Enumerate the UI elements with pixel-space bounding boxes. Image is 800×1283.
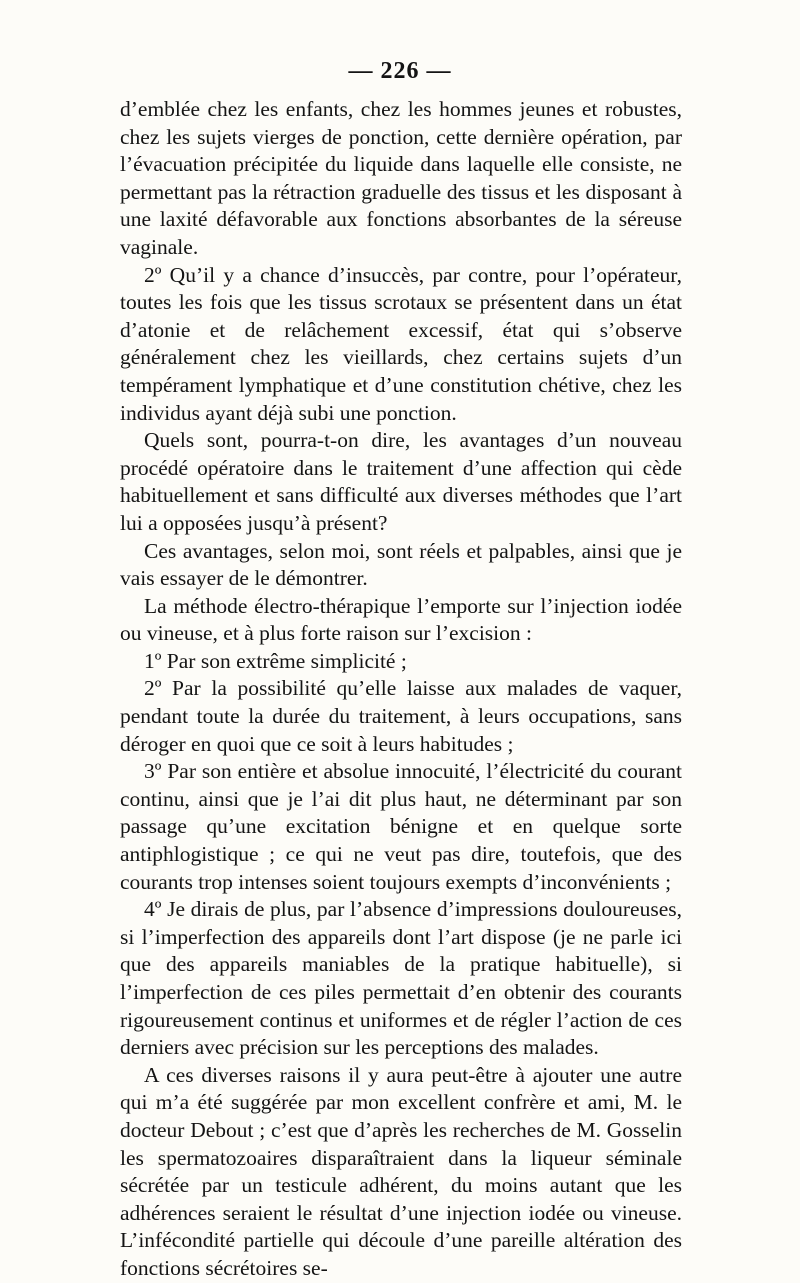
list-item-2: 2º Par la possibilité qu’elle laisse aux malades de vaquer, pendant toute la durée du traitement, à leurs occupations, sans déroger en quoi que ce soit à leurs habitudes ;: [120, 676, 682, 756]
list-item-4: 4º Je dirais de plus, par l’absence d’impressions douloureuses, si l’imperfection des appareils dont l’art dispose (je ne parle ici que des appareils maniables de la pratique habituelle), si l’imperfection de ces piles permettait d’en obtenir des courants rigoureusement continus et uniformes et de régler l’action de ces derniers avec précision sur les perceptions des malades.: [120, 897, 682, 1060]
paragraph-answer: Ces avantages, selon moi, sont réels et palpables, ainsi que je vais essayer de le démontrer.: [120, 538, 682, 591]
paragraph-continuation: d’emblée chez les enfants, chez les hommes jeunes et robustes, chez les sujets vierges de ponction, cette dernière opération, par l’évacuation précipitée du liquide dans laquelle elle consiste, ne permettant pas la rétraction graduelle des tissus et les disposant à une laxité défavorable aux fonctions absorbantes de la séreuse vaginale.: [120, 97, 682, 259]
paragraph-final: A ces diverses raisons il y aura peut-être à ajouter une autre qui m’a été suggérée par mon excellent confrère et ami, M. le docteur Debout ; c’est que d’après les recherches de M. Gosselin les spermatozoaires disparaîtraient dans la liqueur séminale sécrétée par un testicule adhérent, du moins autant que les adhérences seraient le résultat d’une injection iodée ou vineuse. L’infécondité partielle qui découle d’une pareille altération des fonctions sécrétoires se-: [120, 1062, 682, 1280]
paragraph-method: La méthode électro-thérapique l’emporte sur l’injection iodée ou vineuse, et à plus forte raison sur l’excision :: [120, 593, 682, 646]
list-item-1: 1º Par son extrême simplicité ;: [144, 648, 407, 673]
text-body: [120, 96, 682, 1283]
paragraph-point-2: 2º Qu’il y a chance d’insuccès, par contre, pour l’opérateur, toutes les fois que les tissus scrotaux se présentent dans un état d’atonie et de relâchement excessif, état qui s’observe généralement chez les vieillards, chez certains sujets d’un tempérament lymphatique et d’une constitution chétive, chez les individus ayant déjà subi une ponction.: [120, 262, 682, 425]
page-number: — 226 —: [348, 58, 452, 84]
list-item-3: 3º Par son entière et absolue innocuité, l’électricité du courant continu, ainsi que je l’ai dit plus haut, ne déterminant par son passage qu’une excitation bénigne et en quelque sorte antiphlogistique ; ce qui ne veut pas dire, toutefois, que des courants trop intenses soient toujours exempts d’inconvénients ;: [120, 759, 682, 894]
paragraph-question: Quels sont, pourra-t-on dire, les avantages d’un nouveau procédé opératoire dans le traitement d’une affection qui cède habituellement et sans difficulté aux diverses méthodes que l’art lui a opposées jusqu’à présent?: [120, 428, 682, 535]
